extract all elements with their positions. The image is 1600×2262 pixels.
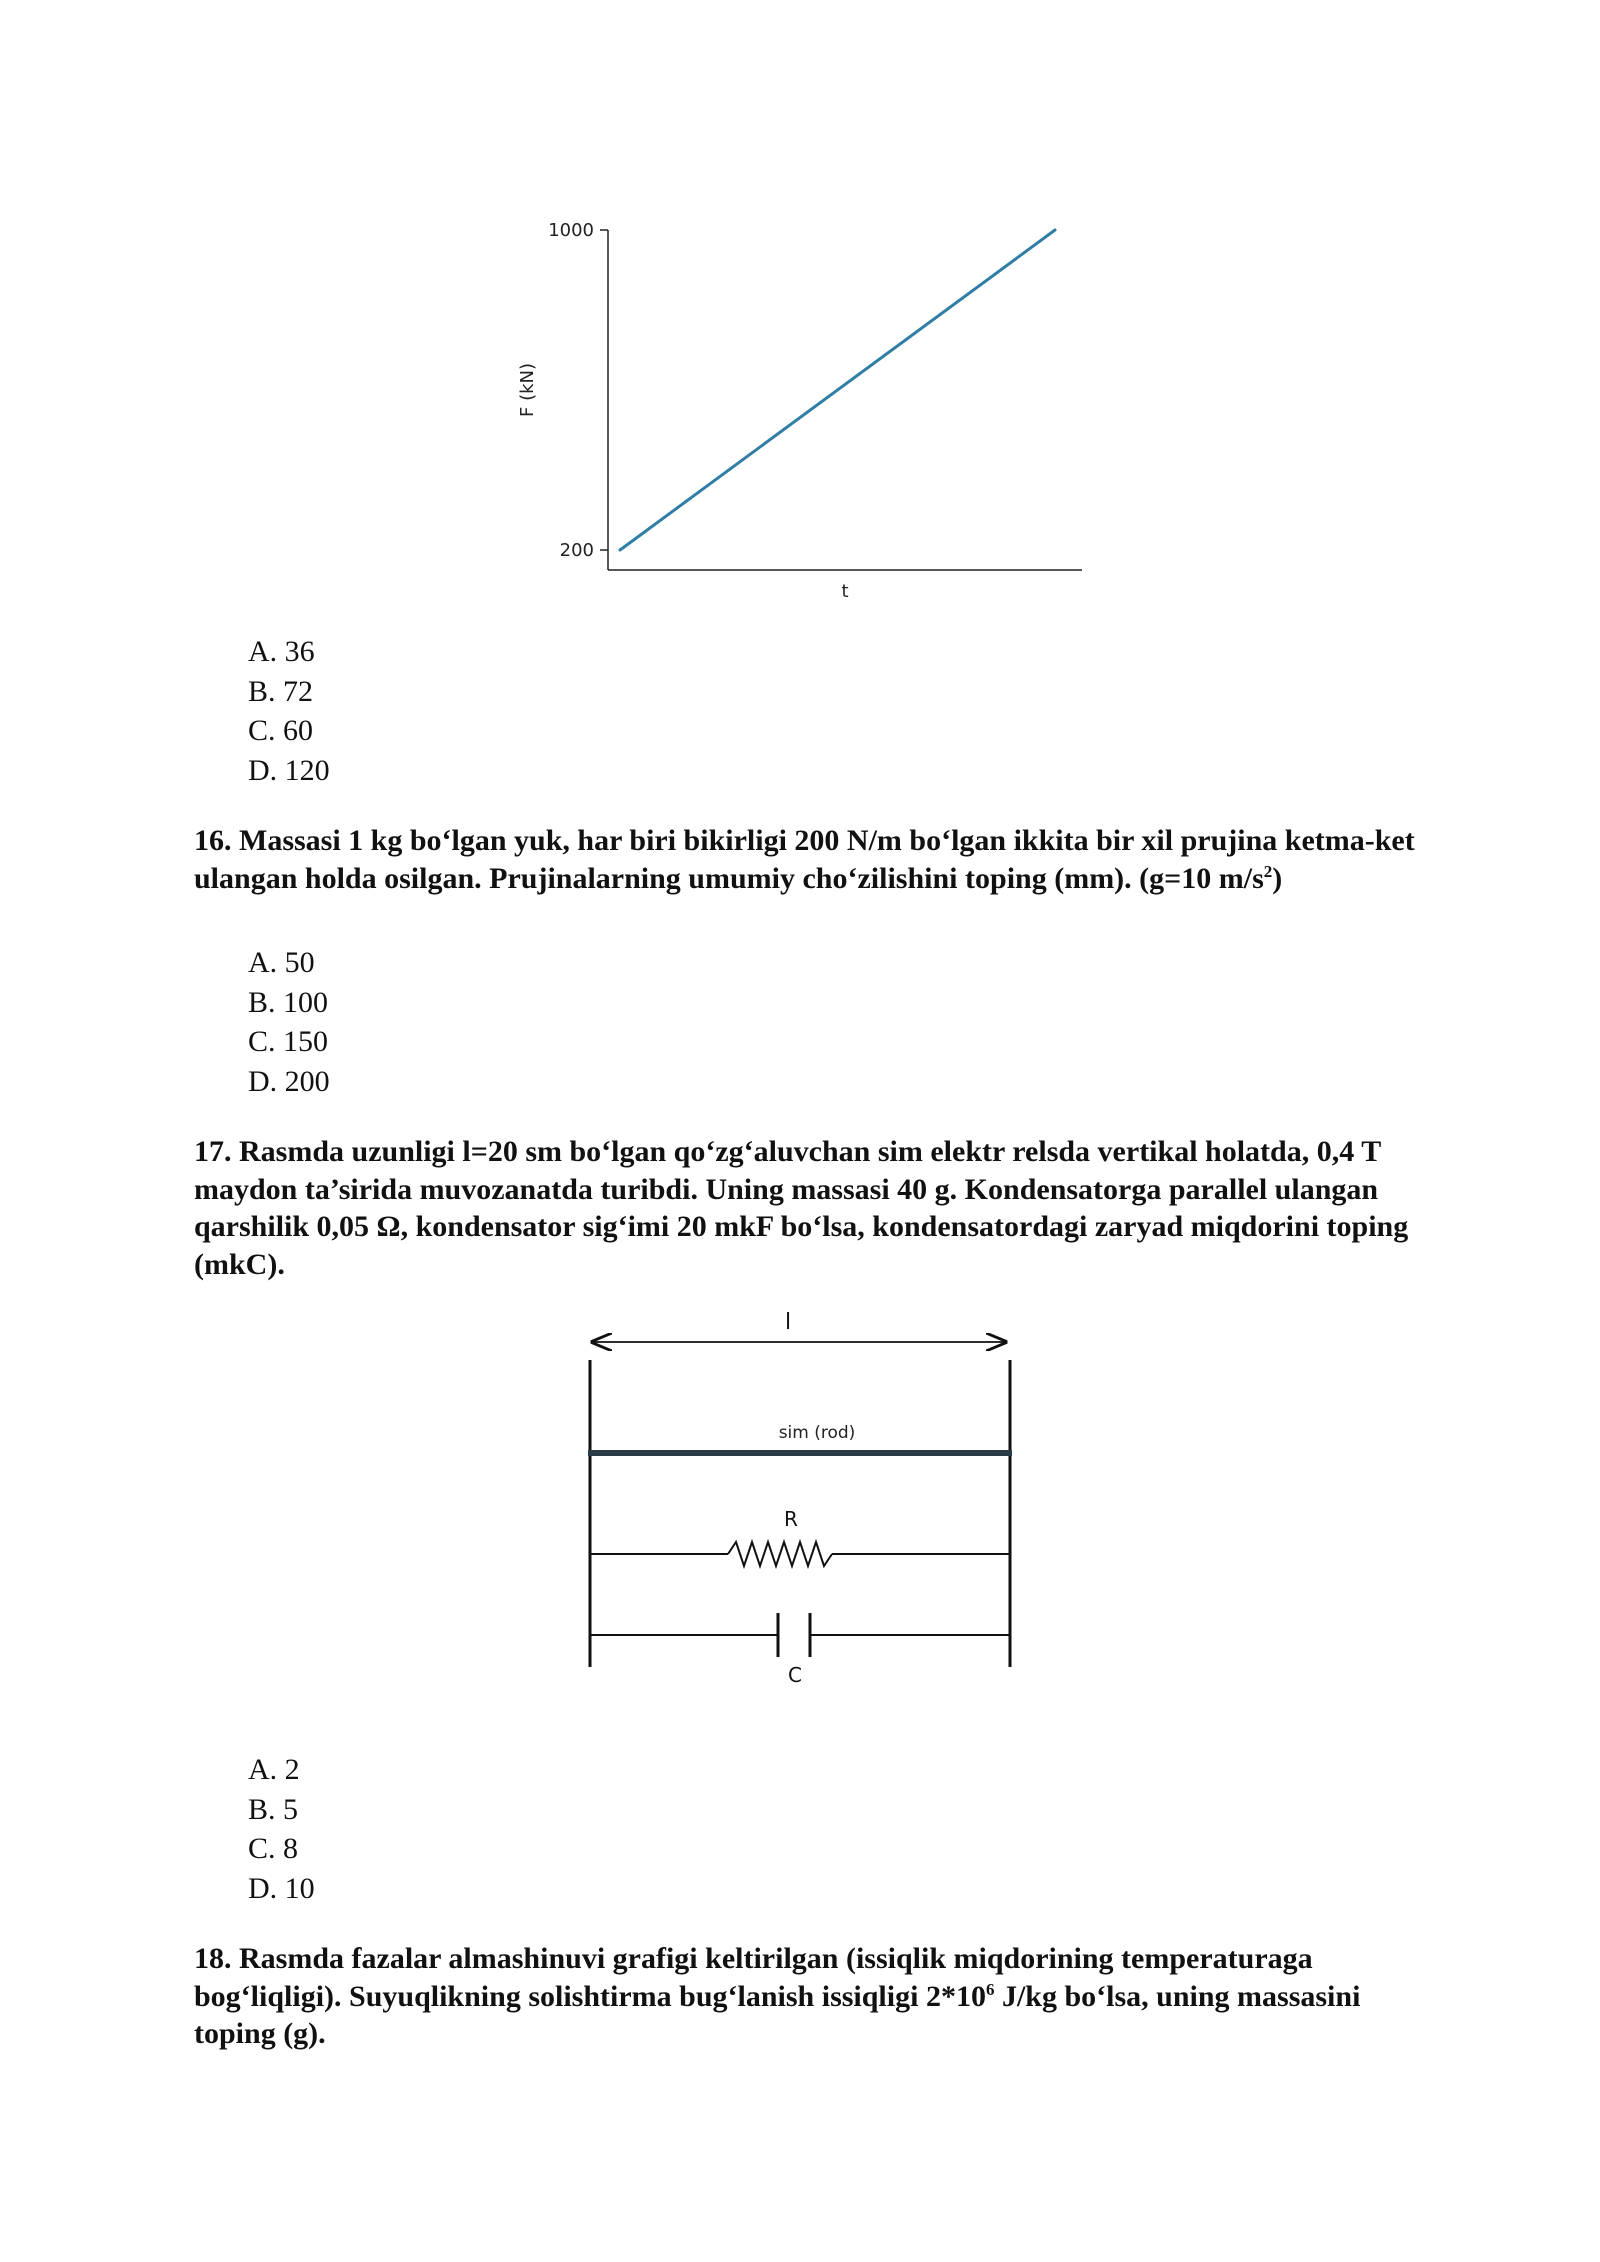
rod-label: sim (rod) bbox=[778, 1423, 856, 1443]
resistor-zigzag bbox=[728, 1542, 832, 1566]
option-b[interactable]: B. 72 bbox=[248, 674, 314, 708]
y-axis-label: F (kN) bbox=[517, 362, 538, 418]
option-d[interactable]: D. 10 bbox=[248, 1871, 315, 1905]
option-d[interactable]: D. 200 bbox=[248, 1064, 330, 1098]
option-c[interactable]: C. 60 bbox=[248, 714, 314, 747]
superscript: 2 bbox=[1263, 861, 1273, 881]
question-body: Rasmda fazalar almashinuvi grafigi keltirilgan (issiqlik miqdorining temperaturaga bog‘liqligi). Suyuqlikning solishtirma bug‘lanish issiqligi 2*10 bbox=[194, 1942, 1313, 2013]
y-tick-label: 200 bbox=[559, 540, 594, 561]
question-17-text bbox=[194, 1133, 1434, 1283]
option-b[interactable]: B. 100 bbox=[248, 985, 329, 1019]
length-label: l bbox=[784, 1310, 792, 1335]
question-body-end: ) bbox=[1272, 861, 1283, 895]
question-18-text bbox=[194, 1940, 1434, 2053]
option-c[interactable]: C. 8 bbox=[248, 1832, 299, 1865]
superscript: 6 bbox=[985, 1979, 995, 1999]
option-a[interactable]: A. 50 bbox=[248, 946, 315, 979]
question-body-end: J/kg bo‘lsa, uning massasini toping (g). bbox=[194, 1979, 1361, 2050]
x-axis-label: t bbox=[841, 581, 849, 602]
option-c[interactable]: C. 150 bbox=[248, 1025, 329, 1058]
capacitor-label: C bbox=[788, 1663, 802, 1687]
question-number: 16. bbox=[194, 824, 232, 857]
question-number: 17. bbox=[194, 1135, 232, 1168]
force-time-chart bbox=[500, 205, 1100, 605]
question-number: 18. bbox=[194, 1942, 232, 1975]
y-ticks bbox=[548, 220, 608, 561]
rail-circuit-diagram bbox=[560, 1295, 1040, 1695]
question-body: Massasi 1 kg bo‘lgan yuk, har biri bikirligi 200 N/m bo‘lgan ikkita bir xil prujina ketma-ket ulangan holda osilgan. Prujinalarning umumiy cho‘zilishini toping (mm). (g=10 m/s bbox=[194, 824, 1415, 895]
question-body: Rasmda uzunligi l=20 sm bo‘lgan qo‘zg‘aluvchan sim elektr relsda vertikal holatda, 0,4 T maydon ta’sirida muvozanatda turibdi. Uning massasi 40 g. Kondensatorga parallel ulangan qarshilik 0,05 Ω, kondensator sig‘imi 20 mkF bo‘lsa, kondensatordagi zaryad miqdorini toping (mkC). bbox=[194, 1135, 1409, 1281]
q16-options bbox=[248, 943, 330, 1101]
option-a[interactable]: A. 2 bbox=[248, 1753, 300, 1786]
option-d[interactable]: D. 120 bbox=[248, 753, 330, 787]
q15-options bbox=[248, 632, 330, 790]
series-line bbox=[620, 230, 1055, 550]
option-a[interactable]: A. 36 bbox=[248, 635, 315, 668]
resistor-label: R bbox=[784, 1507, 798, 1531]
y-tick-label: 1000 bbox=[548, 220, 594, 241]
question-16-text bbox=[194, 822, 1434, 897]
option-b[interactable]: B. 5 bbox=[248, 1792, 299, 1826]
q17-options bbox=[248, 1750, 315, 1908]
